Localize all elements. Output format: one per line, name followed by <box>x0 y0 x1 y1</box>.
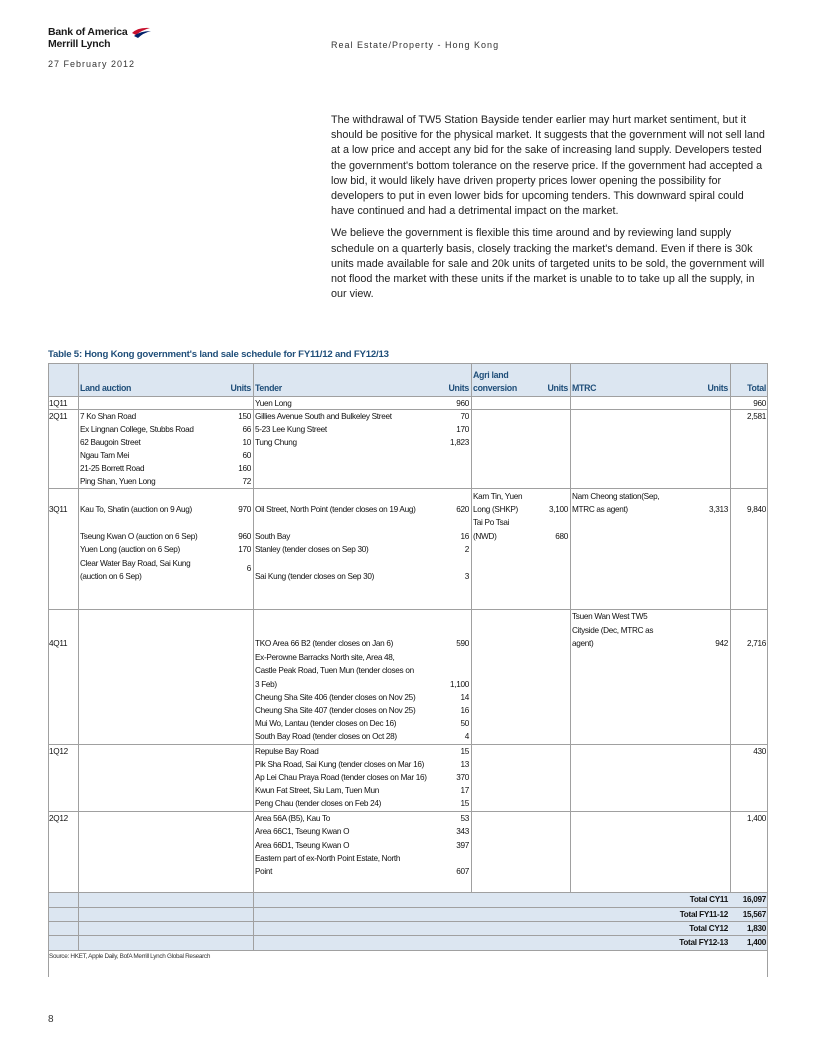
rule <box>48 744 768 745</box>
tender-name: Repulse Bay Road <box>255 747 319 756</box>
period-total: 2,581 <box>747 412 766 421</box>
mtrc-name: Tsuen Wan West TW5 <box>572 612 648 621</box>
logo-line-1: Bank of America <box>48 26 128 38</box>
header-date: 27 February 2012 <box>48 59 136 69</box>
header-mtrc: MTRC <box>572 383 597 393</box>
land-name: 7 Ko Shan Road <box>80 412 136 421</box>
tender-name: TKO Area 66 B2 (tender closes on Jan 6) <box>255 639 394 648</box>
rule <box>48 363 768 364</box>
rule <box>253 363 254 950</box>
tender-name: Stanley (tender closes on Sep 30) <box>255 545 369 554</box>
header-tender: Tender <box>255 383 282 393</box>
agri-name: Kam Tin, Yuen <box>473 492 523 501</box>
tender-units: 607 <box>456 867 469 876</box>
body-paragraph-2: We believe the government is flexible this time around and by reviewing land supply schedule on a quarterly basis, closely tracking the market's demand. Even if there is 30k units made available for sale and 20k units of targeted units to be sold, the government will not flood the market with these units if the market is unable to to take up all the supply, in our view. <box>331 227 765 301</box>
tender-units: 3 <box>464 572 469 581</box>
header-tender-units: Units <box>448 383 469 393</box>
tender-units: 14 <box>460 693 469 702</box>
body-text <box>331 113 769 309</box>
tender-name: South Bay Road (tender closes on Oct 28) <box>255 732 397 741</box>
tender-name: Pik Sha Road, Sai Kung (tender closes on Mar 16) <box>255 760 425 769</box>
mtrc-name: agent) <box>572 639 594 648</box>
tender-name: Ap Lei Chau Praya Road (tender closes on Mar 16) <box>255 773 427 782</box>
tender-units: 16 <box>460 532 469 541</box>
agri-name: Long (SHKP) <box>473 505 518 514</box>
tender-name: Cheung Sha Site 407 (tender closes on Nov 25) <box>255 706 416 715</box>
tender-units: 15 <box>460 799 469 808</box>
tender-name: South Bay <box>255 532 291 541</box>
total-label: Total FY12-13 <box>679 938 728 947</box>
tender-units: 17 <box>460 786 469 795</box>
tender-name: Gillies Avenue South and Bulkeley Street <box>255 412 392 421</box>
period-total: 1,400 <box>747 814 766 823</box>
tender-units: 2 <box>464 545 469 554</box>
tender-name: Area 56A (B5), Kau To <box>255 814 331 823</box>
page-number: 8 <box>48 1014 54 1025</box>
period-total: 2,716 <box>747 639 766 648</box>
land-units: 160 <box>238 464 251 473</box>
land-name: Tseung Kwan O (auction on 6 Sep) <box>80 532 198 541</box>
land-units: 970 <box>238 505 251 514</box>
period-label: 1Q11 <box>49 399 68 408</box>
body-paragraph-1: The withdrawal of TW5 Station Bayside tender earlier may hurt market sentiment, but it should be positive for the physical market. It suggests that the government will not sell land at a low price and accept any bid for the sake of increasing land supply. Developers tested the government's bottom tolerance on the reserve price. If the government had accepted a low bid, it would likely have driven property prices lower opening the possibility for developers to put in even lower bids for upcoming tenders. This downward spiral could have continued and had a detrimental impact on the market. <box>331 114 765 218</box>
header-mtrc-units: Units <box>707 383 728 393</box>
tender-units: 50 <box>460 719 469 728</box>
rule <box>48 396 768 397</box>
table-header-background <box>48 363 768 396</box>
total-value: 15,567 <box>742 910 766 919</box>
tender-name: Point <box>255 867 273 876</box>
tender-name: Yuen Long <box>255 399 292 408</box>
header-land-auction: Land auction <box>80 383 132 393</box>
agri-units: 3,100 <box>549 505 568 514</box>
header-agri-units: Units <box>547 383 568 393</box>
rule <box>48 409 768 410</box>
land-units: 72 <box>242 477 251 486</box>
rule <box>48 488 768 489</box>
total-value: 16,097 <box>742 895 766 904</box>
flag-icon <box>130 26 152 38</box>
tender-units: 15 <box>460 747 469 756</box>
period-label: 2Q11 <box>49 412 68 421</box>
land-name: 21-25 Borrett Road <box>80 464 145 473</box>
tender-name: 5-23 Lee Kung Street <box>255 425 327 434</box>
period-label: 2Q12 <box>49 814 68 823</box>
rule <box>48 811 768 812</box>
tender-units: 620 <box>456 505 469 514</box>
land-name: Ping Shan, Yuen Long <box>80 477 156 486</box>
land-units: 150 <box>238 412 251 421</box>
land-name: Ngau Tam Mei <box>80 451 130 460</box>
period-label: 4Q11 <box>49 639 68 648</box>
total-label: Total CY12 <box>689 924 728 933</box>
agri-name: (NWD) <box>473 532 497 541</box>
period-total: 9,840 <box>747 505 766 514</box>
land-units: 170 <box>238 545 251 554</box>
period-label: 1Q12 <box>49 747 68 756</box>
tender-units: 16 <box>460 706 469 715</box>
rule <box>48 363 49 977</box>
tender-units: 590 <box>456 639 469 648</box>
tender-name: Area 66C1, Tseung Kwan O <box>255 827 350 836</box>
rule <box>48 950 768 951</box>
rule <box>78 363 79 950</box>
land-units: 960 <box>238 532 251 541</box>
brand-logo <box>48 26 158 52</box>
land-name: 62 Baugoin Street <box>80 438 141 447</box>
header-agri-1: Agri land <box>473 370 509 380</box>
tender-name: Ex-Perowne Barracks North site, Area 48, <box>255 653 395 662</box>
total-value: 1,400 <box>747 938 766 947</box>
mtrc-units: 3,313 <box>709 505 728 514</box>
tender-name: 3 Feb) <box>255 680 277 689</box>
land-name: Yuen Long (auction on 6 Sep) <box>80 545 180 554</box>
tender-name: Kwun Fat Street, Siu Lam, Tuen Mun <box>255 786 380 795</box>
table-source: Source: HKET, Apple Daily, BofA Merrill Lynch Global Research <box>49 953 211 960</box>
land-units: 6 <box>246 564 251 573</box>
mtrc-units: 942 <box>715 639 728 648</box>
mtrc-name: Cityside (Dec, MTRC as <box>572 626 654 635</box>
tender-units: 370 <box>456 773 469 782</box>
land-units: 60 <box>242 451 251 460</box>
tender-name: Oil Street, North Point (tender closes on 19 Aug) <box>255 505 416 514</box>
mtrc-name: Nam Cheong station(Sep, <box>572 492 660 501</box>
tender-units: 1,823 <box>450 438 469 447</box>
tender-name: Area 66D1, Tseung Kwan O <box>255 841 350 850</box>
agri-units: 680 <box>555 532 568 541</box>
logo-line-2: Merrill Lynch <box>48 38 111 50</box>
header-total: Total <box>747 383 766 393</box>
total-label: Total CY11 <box>689 895 728 904</box>
land-name: Ex Lingnan College, Stubbs Road <box>80 425 194 434</box>
rule <box>730 363 731 892</box>
tender-units: 960 <box>456 399 469 408</box>
land-units: 10 <box>242 438 251 447</box>
mtrc-name: MTRC as agent) <box>572 505 628 514</box>
tender-name: Eastern part of ex-North Point Estate, North <box>255 854 401 863</box>
total-value: 1,830 <box>747 924 766 933</box>
tender-units: 1,100 <box>450 680 469 689</box>
period-label: 3Q11 <box>49 505 68 514</box>
header-agri-2: conversion <box>473 383 517 393</box>
period-total: 960 <box>753 399 766 408</box>
rule <box>767 363 768 977</box>
tender-units: 13 <box>460 760 469 769</box>
tender-name: Tung Chung <box>255 438 297 447</box>
tender-units: 4 <box>464 732 469 741</box>
period-total: 430 <box>753 747 766 756</box>
tender-name: Peng Chau (tender closes on Feb 24) <box>255 799 382 808</box>
rule <box>48 609 768 610</box>
land-name: Kau To, Shatin (auction on 9 Aug) <box>80 505 192 514</box>
table-title: Table 5: Hong Kong government's land sale schedule for FY11/12 and FY12/13 <box>48 349 389 360</box>
land-name: (auction on 6 Sep) <box>80 572 142 581</box>
tender-units: 53 <box>460 814 469 823</box>
rule <box>570 363 571 892</box>
tender-units: 343 <box>456 827 469 836</box>
tender-name: Mui Wo, Lantau (tender closes on Dec 16) <box>255 719 397 728</box>
land-sale-table <box>48 363 768 977</box>
tender-name: Cheung Sha Site 406 (tender closes on Nov 25) <box>255 693 416 702</box>
tender-units: 170 <box>456 425 469 434</box>
land-name: Clear Water Bay Road, Sai Kung <box>80 559 191 568</box>
tender-units: 70 <box>460 412 469 421</box>
rule <box>471 363 472 892</box>
agri-name: Tai Po Tsai <box>473 518 510 527</box>
header-land-units: Units <box>230 383 251 393</box>
tender-units: 397 <box>456 841 469 850</box>
tender-name: Sai Kung (tender closes on Sep 30) <box>255 572 375 581</box>
land-units: 66 <box>242 425 251 434</box>
total-label: Total FY11-12 <box>679 910 728 919</box>
tender-name: Castle Peak Road, Tuen Mun (tender closes on <box>255 666 414 675</box>
header-section-title: Real Estate/Property - Hong Kong <box>331 40 500 50</box>
